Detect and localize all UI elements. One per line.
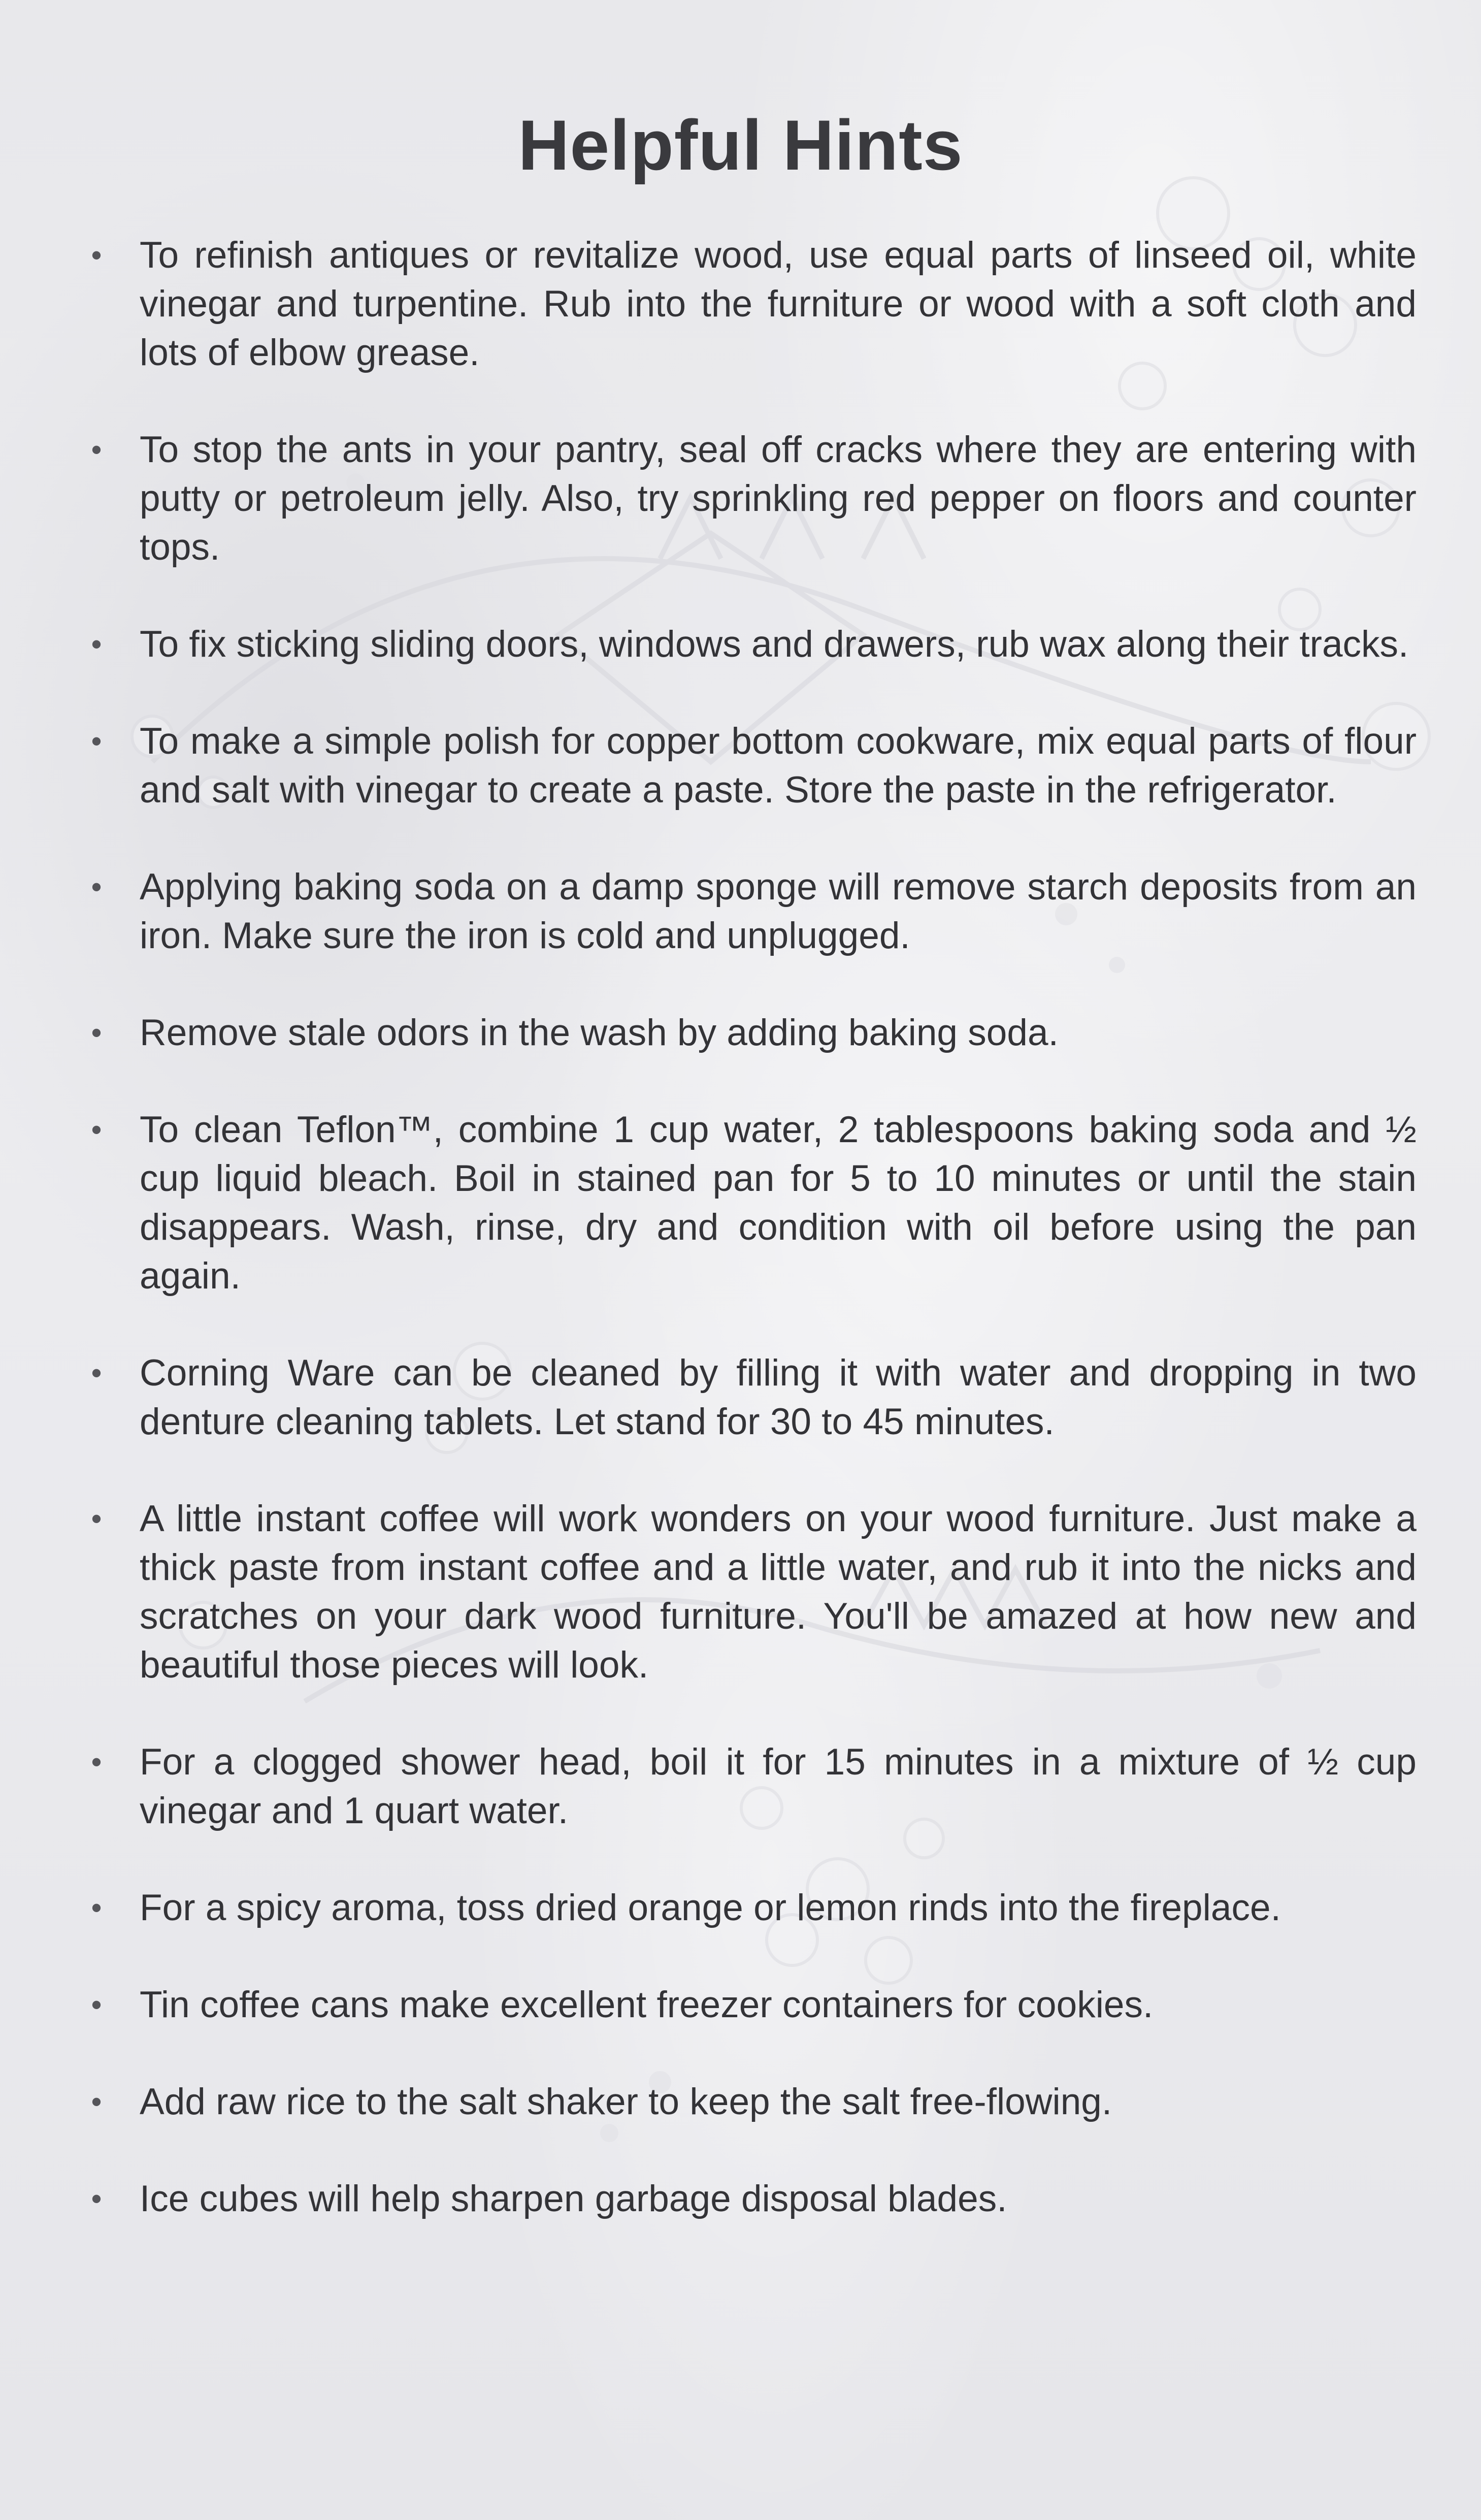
bullet-icon: •: [91, 238, 102, 272]
hints-list: [86, 231, 1417, 2272]
bullet-icon: •: [91, 1016, 102, 1050]
hint-item: [86, 620, 1417, 669]
hint-item: [86, 863, 1417, 960]
hint-item: [86, 1349, 1417, 1446]
bullet-icon: •: [91, 627, 102, 661]
hint-item: [86, 1106, 1417, 1301]
hint-item: [86, 2175, 1417, 2223]
hint-text: To make a simple polish for copper bottom cookware, mix equal parts of flour and salt with vinegar to create a paste. Store the paste in the refrigerator.: [140, 721, 1417, 811]
hint-item: [86, 231, 1417, 377]
hint-text: To fix sticking sliding doors, windows and drawers, rub wax along their tracks.: [140, 624, 1409, 665]
hint-item: [86, 1009, 1417, 1057]
hint-item: [86, 1495, 1417, 1690]
hint-text: Tin coffee cans make excellent freezer containers for cookies.: [140, 1984, 1154, 2025]
bullet-icon: •: [91, 1502, 102, 1536]
bullet-icon: •: [91, 870, 102, 904]
hint-item: [86, 717, 1417, 815]
bullet-icon: •: [91, 1891, 102, 1925]
bullet-icon: •: [91, 1356, 102, 1390]
hint-text: For a clogged shower head, boil it for 15 minutes in a mixture of ½ cup vinegar and 1 quart water.: [140, 1741, 1417, 1831]
hint-text: To refinish antiques or revitalize wood, use equal parts of linseed oil, white vinegar and turpentine. Rub into the furniture or wood with a soft cloth and lots of elbow grease.: [140, 235, 1417, 373]
hint-item: [86, 1981, 1417, 2029]
bullet-icon: •: [91, 2085, 102, 2119]
bullet-icon: •: [91, 2182, 102, 2216]
hint-item: [86, 1884, 1417, 1932]
bullet-icon: •: [91, 724, 102, 758]
hint-text: For a spicy aroma, toss dried orange or lemon rinds into the fireplace.: [140, 1887, 1281, 1928]
bullet-icon: •: [91, 433, 102, 467]
hint-text: Corning Ware can be cleaned by filling it with water and dropping in two denture cleaning tablets. Let stand for 30 to 45 minutes.: [140, 1352, 1417, 1442]
hint-text: A little instant coffee will work wonders on your wood furniture. Just make a thick paste from instant coffee and a little water, and rub it into the nicks and scratches on your dark wood furniture. You'll be amazed at how new and beautiful those pieces will look.: [140, 1498, 1417, 1686]
hint-text: Ice cubes will help sharpen garbage disposal blades.: [140, 2178, 1007, 2219]
bullet-icon: •: [91, 1113, 102, 1147]
hint-text: Applying baking soda on a damp sponge will remove starch deposits from an iron. Make sure the iron is cold and unplugged.: [140, 866, 1417, 956]
hint-text: Add raw rice to the salt shaker to keep the salt free-flowing.: [140, 2081, 1112, 2122]
page-title: Helpful Hints: [518, 105, 963, 185]
hint-item: [86, 1738, 1417, 1835]
hint-item: [86, 426, 1417, 572]
hint-text: To stop the ants in your pantry, seal off cracks where they are entering with putty or petroleum jelly. Also, try sprinkling red pepper on floors and counter tops.: [140, 429, 1417, 568]
bullet-icon: •: [91, 1988, 102, 2022]
bullet-icon: •: [91, 1745, 102, 1779]
hint-item: [86, 2078, 1417, 2126]
hint-text: Remove stale odors in the wash by adding baking soda.: [140, 1012, 1059, 1053]
hint-text: To clean Teflon™, combine 1 cup water, 2 tablespoons baking soda and ½ cup liquid bleach. Boil in stained pan for 5 to 10 minutes or until the stain disappears. Wash, rinse, dry and condition with oil before using the pan again.: [140, 1109, 1417, 1297]
